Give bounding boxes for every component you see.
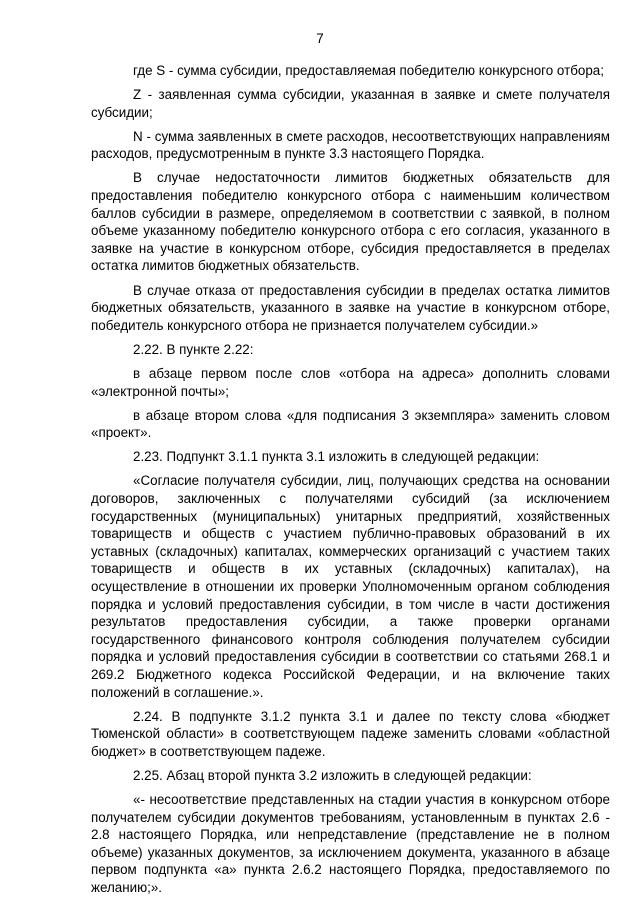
paragraph-2-25: 2.25. Абзац второй пункта 3.2 изложить в следующей редакции:: [133, 767, 532, 783]
paragraph-formula-n: N - сумма заявленных в смете расходов, несоответствующих направлениям расходов, предусмотренным в пункте 3.3 настоящего Порядка.: [91, 128, 610, 162]
paragraph-2-22-second: в абзаце втором слова «для подписания 3 экземпляра» заменить словом «проект».: [91, 407, 610, 441]
paragraph-2-24: 2.24. В подпункте 3.1.2 пункта 3.1 и далее по тексту слова «бюджет Тюменской области» в соответствующем падеже заменить словами «областной бюджет» в соответствующем падеже.: [91, 708, 610, 759]
document-body: [91, 62, 610, 903]
paragraph-refusal: В случае отказа от предоставления субсидии в пределах остатка лимитов бюджетных обязательств, указанного в заявке на участие в конкурсном отборе, победитель конкурсного отбора не признается получателем субсидии.»: [91, 282, 610, 333]
paragraph-2-23: 2.23. Подпункт 3.1.1 пункта 3.1 изложить в следующей редакции:: [133, 449, 540, 465]
paragraph-formula-s: где S - сумма субсидии, предоставляемая победителю конкурсного отбора;: [133, 63, 604, 78]
paragraph-2-22: 2.22. В пункте 2.22:: [133, 341, 254, 357]
paragraph-2-22-first: в абзаце первом после слов «отбора на адреса» дополнить словами «электронной почты»;: [91, 365, 610, 399]
paragraph-formula-z: Z - заявленная сумма субсидии, указанная в заявке и смете получателя субсидии;: [91, 87, 610, 120]
paragraph-2-23-quote: «Согласие получателя субсидии, лиц, получающих средства на основании договоров, заключенных с получателями субсидий (за исключением государственных (муниципальных) унитарных предприятий, хозяйственных товариществ и обществ с участием публично-правовых образований в их уставных (складочных) капиталах, коммерческих организаций с участием таких товариществ и обществ в их уставных (складочных) капиталах), на осуществление в отношении их проверки Уполномоченным органом соблюдения порядка и условий предоставления субсидии, в том числе в части достижения результатов предоставления субсидии, а также проверки органами государственного финансового контроля соблюдения получателем субсидии порядка и условий предоставления субсидии в соответствии со статьями 268.1 и 269.2 Бюджетного кодекса Российской Федерации, и на включение таких положений в соглашение.».: [91, 473, 610, 700]
paragraph-2-25-quote: «- несоответствие представленных на стадии участия в конкурсном отборе получателем субсидии документов требованиям, установленным в пунктах 2.6 - 2.8 настоящего Порядка, или непредставление (представление не в полном объеме) указанных документов, за исключением документа, указанного в абзаце первом подпункта «а» пункта 2.6.2 настоящего Порядка, предоставляемого по желанию;».: [91, 791, 610, 895]
page-number: 7: [316, 31, 324, 46]
paragraph-insufficient-limits: В случае недостаточности лимитов бюджетных обязательств для предоставления победителю конкурсного отбора с наименьшим количеством баллов субсидии в размере, определяемом в соответствии с заявкой, в полном объеме указанному победителю конкурсного отбора с его согласия, указанного в заявке на участие в конкурсном отборе, субсидия предоставляется в пределах остатка лимитов бюджетных обязательств.: [91, 170, 610, 274]
